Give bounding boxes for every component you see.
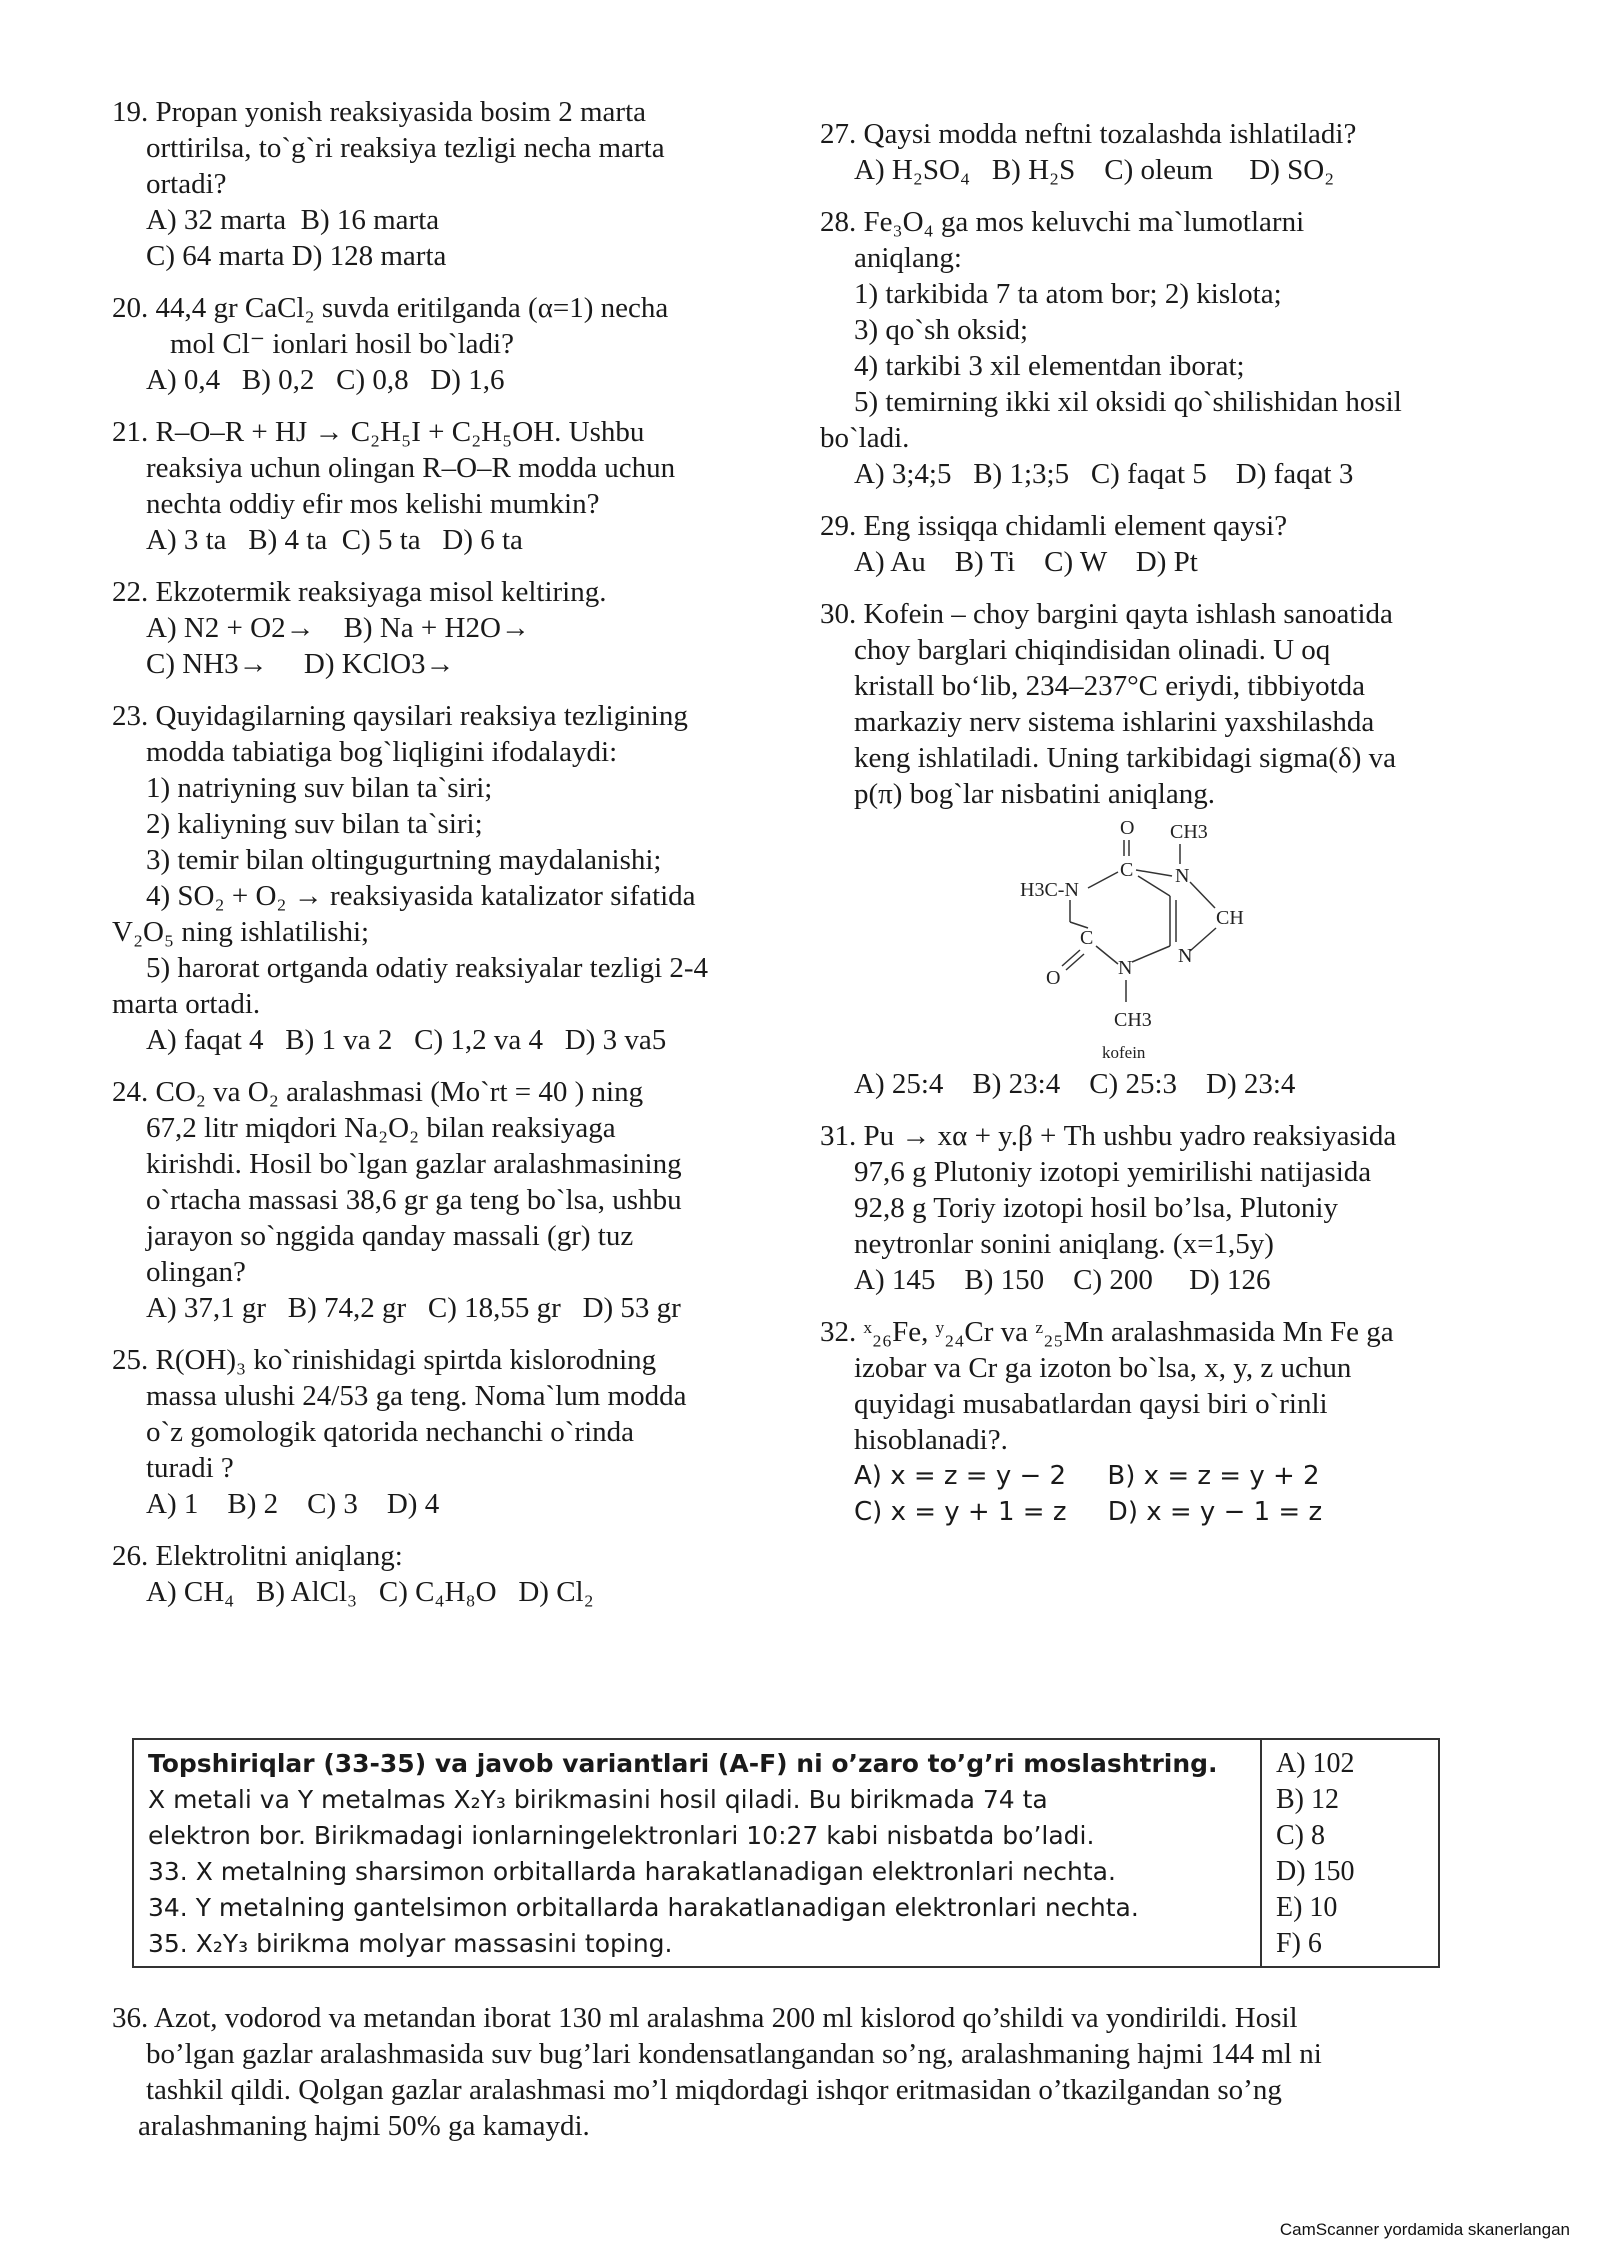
question-text: 21. R–O–R + HJ → C₂H₅I + C₂H₅OH. Ushbu	[112, 416, 645, 448]
question-text: reaksiya uchun olingan R–O–R modda uchun	[146, 452, 676, 484]
question-text: izobar va Cr ga izoton bo`lsa, x, y, z uchun	[854, 1352, 1352, 1384]
question-32	[820, 1314, 1480, 1530]
struct-label-c: C	[1080, 927, 1094, 949]
question-text: 92,8 g Toriy izotopi hosil bo’lsa, Plutoniy	[854, 1192, 1338, 1224]
matching-text: elektron bor. Birikmadagi ionlarningelektronlari 10:27 kabi nisbatda bo’ladi.	[148, 1821, 1095, 1850]
struct-label-ch3-bottom: CH3	[1114, 1009, 1152, 1031]
question-text: bo’lgan gazlar aralashmasida suv bug’lari kondensatlangandan so’ng, aralashmaning hajmi 144 ml ni	[146, 2038, 1322, 2070]
question-19	[112, 94, 772, 274]
struct-label-ch: CH	[1216, 907, 1244, 929]
question-23	[112, 698, 772, 1058]
option-d: D) 150	[1276, 1856, 1355, 1887]
question-text: o`z gomologik qatorida nechanchi o`rinda	[146, 1416, 635, 1448]
answer-options: A) CH₄ B) AlCl₃ C) C₄H₈O D) Cl₂	[146, 1576, 594, 1608]
question-text: jarayon so`nggida qanday massali (gr) tuz	[146, 1220, 634, 1252]
struct-bond	[1062, 950, 1080, 966]
option-item: V₂O₅ ning ishlatilishi;	[112, 916, 370, 948]
answer-options: C) NH3→ D) KClO3→	[146, 648, 455, 680]
question-text: kirishdi. Hosil bo`lgan gazlar aralashmasining	[146, 1148, 682, 1180]
struct-bond	[1138, 876, 1170, 896]
scanner-footer: CamScanner yordamida skanerlangan	[1279, 2220, 1570, 2239]
answer-options: A) 0,4 B) 0,2 C) 0,8 D) 1,6	[146, 364, 505, 396]
matching-text: X metali va Y metalmas X₂Y₃ birikmasini hosil qiladi. Bu birikmada 74 ta	[148, 1785, 1048, 1814]
question-text: quyidagi musabatlardan qaysi biri o`rinli	[854, 1388, 1328, 1420]
option-a: A) 102	[1276, 1748, 1355, 1779]
question-28	[820, 204, 1480, 492]
right-column	[820, 116, 1480, 1546]
left-column	[112, 94, 772, 1626]
question-text: ortadi?	[146, 168, 227, 200]
option-c: C) 8	[1276, 1820, 1325, 1851]
question-text: 22. Ekzotermik reaksiyaga misol keltiring.	[112, 576, 607, 608]
question-text: p(π) bog`lar nisbatini aniqlang.	[854, 778, 1215, 810]
struct-bond	[1066, 954, 1084, 970]
option-item: 4) tarkibi 3 xil elementdan iborat;	[854, 350, 1245, 382]
question-text: aniqlang:	[854, 242, 962, 274]
matching-task-34: 34. Y metalning gantelsimon orbitallarda harakatlanadigan elektronlari nechta.	[148, 1893, 1139, 1922]
struct-label-n: N	[1175, 865, 1190, 887]
question-21	[112, 414, 772, 558]
question-text: kristall bo‘lib, 234–237°C eriydi, tibbiyotda	[854, 670, 1365, 702]
question-22	[112, 574, 772, 682]
question-text: 29. Eng issiqqa chidamli element qaysi?	[820, 510, 1288, 542]
question-text: nechta oddiy efir mos kelishi mumkin?	[146, 488, 600, 520]
matching-header: Topshiriqlar (33-35) va javob variantlari (A-F) ni o’zaro to’g’ri moslashtring.	[148, 1749, 1218, 1778]
struct-caption: kofein	[1102, 1043, 1146, 1062]
question-20	[112, 290, 772, 398]
question-text: hisoblanadi?.	[854, 1424, 1008, 1456]
struct-bond	[1088, 872, 1118, 888]
matching-task-33: 33. X metalning sharsimon orbitallarda harakatlanadigan elektronlari nechta.	[148, 1857, 1116, 1886]
question-text: aralashmaning hajmi 50% ga kamaydi.	[138, 2110, 590, 2142]
answer-options: A) Au B) Ti C) W D) Pt	[854, 546, 1198, 578]
question-text: 30. Kofein – choy bargini qayta ishlash sanoatida	[820, 598, 1393, 630]
matching-table	[132, 1738, 1440, 1968]
question-30	[820, 596, 1480, 1102]
option-item: 5) harorat ortganda odatiy reaksiyalar tezligi 2-4	[146, 952, 709, 984]
question-text: 28. Fe₃O₄ ga mos keluvchi ma`lumotlarni	[820, 206, 1305, 238]
question-text: modda tabiatiga bog`liqligini ifodalaydi:	[146, 736, 618, 768]
struct-bond	[1096, 946, 1118, 964]
answer-options: C) x = y + 1 = z D) x = y − 1 = z	[854, 1497, 1323, 1527]
option-item: 4) SO₂ + O₂ → reaksiyasida katalizator sifatida	[146, 880, 696, 912]
question-text: choy barglari chiqindisidan olinadi. U oq	[854, 634, 1331, 666]
answer-options: A) 37,1 gr B) 74,2 gr C) 18,55 gr D) 53 gr	[146, 1292, 681, 1324]
question-29	[820, 508, 1480, 580]
question-text: 31. Pu → xα + y.β + Th ushbu yadro reaksiyasida	[820, 1120, 1397, 1152]
question-text: 25. R(OH)₃ ko`rinishidagi spirtda kislorodning	[112, 1344, 657, 1376]
answer-options: A) 32 marta B) 16 marta	[146, 204, 440, 236]
option-item: 3) qo`sh oksid;	[854, 314, 1028, 346]
question-27	[820, 116, 1480, 188]
caffeine-structure	[1020, 816, 1280, 1066]
struct-label-ch3-top: CH3	[1170, 821, 1208, 843]
answer-options: A) H₂SO₄ B) H₂S C) oleum D) SO₂	[854, 154, 1335, 186]
struct-bond	[1070, 922, 1088, 928]
struct-label-o-top: O	[1120, 817, 1135, 839]
question-text: 67,2 litr miqdori Na₂O₂ bilan reaksiyaga	[146, 1112, 616, 1144]
question-text: olingan?	[146, 1256, 246, 1288]
question-text: 32. ˣ₂₆Fe, ʸ₂₄Cr va ᶻ₂₅Mn aralashmasida Mn Fe ga	[820, 1316, 1394, 1348]
question-text: 19. Propan yonish reaksiyasida bosim 2 marta	[112, 96, 646, 128]
question-text: 97,6 g Plutoniy izotopi yemirilishi natijasida	[854, 1156, 1372, 1188]
answer-options: A) faqat 4 B) 1 va 2 C) 1,2 va 4 D) 3 va5	[146, 1024, 667, 1056]
answer-options: C) 64 marta D) 128 marta	[146, 240, 447, 272]
struct-bond	[1190, 882, 1215, 908]
question-text: 23. Quyidagilarning qaysilari reaksiya tezligining	[112, 700, 688, 732]
question-text: 24. CO₂ va O₂ aralashmasi (Mo`rt = 40 ) ning	[112, 1076, 644, 1108]
question-text: massa ulushi 24/53 ga teng. Noma`lum modda	[146, 1380, 687, 1412]
struct-bond	[1136, 870, 1172, 876]
answer-options: A) x = z = y − 2 B) x = z = y + 2	[854, 1461, 1320, 1491]
struct-label-o-bottom: O	[1046, 967, 1061, 989]
question-24	[112, 1074, 772, 1326]
question-text: 20. 44,4 gr CaCl₂ suvda eritilganda (α=1) necha	[112, 292, 669, 324]
option-b: B) 12	[1276, 1784, 1339, 1815]
question-text: tashkil qildi. Qolgan gazlar aralashmasi mo’l miqdordagi ishqor eritmasidan o’tkazilgandan so’ng	[146, 2074, 1282, 2106]
matching-tasks	[133, 1739, 1261, 1967]
question-25	[112, 1342, 772, 1522]
option-f: F) 6	[1276, 1928, 1322, 1959]
option-item: 3) temir bilan oltingugurtning maydalanishi;	[146, 844, 662, 876]
question-text: mol Cl⁻ ionlari hosil bo`ladi?	[170, 328, 514, 360]
option-item: 5) temirning ikki xil oksidi qo`shilishidan hosil	[854, 386, 1402, 418]
question-31	[820, 1118, 1480, 1298]
question-26	[112, 1538, 772, 1610]
question-text: 27. Qaysi modda neftni tozalashda ishlatiladi?	[820, 118, 1357, 150]
answer-options: A) 3;4;5 B) 1;3;5 C) faqat 5 D) faqat 3	[854, 458, 1354, 490]
answer-options: A) 25:4 B) 23:4 C) 25:3 D) 23:4	[854, 1068, 1296, 1100]
question-text: markaziy nerv sistema ishlarini yaxshilashda	[854, 706, 1375, 738]
answer-options: A) N2 + O2→ B) Na + H2O→	[146, 612, 530, 644]
struct-bond	[1190, 928, 1216, 951]
option-item: marta ortadi.	[112, 988, 261, 1020]
matching-options	[1261, 1739, 1439, 1967]
option-item: 1) natriyning suv bilan ta`siri;	[146, 772, 493, 804]
matching-task-35: 35. X₂Y₃ birikma molyar massasini toping.	[148, 1929, 673, 1958]
question-text: keng ishlatiladi. Uning tarkibidagi sigma(δ) va	[854, 742, 1396, 774]
question-text: turadi ?	[146, 1452, 234, 1484]
option-item: 2) kaliyning suv bilan ta`siri;	[146, 808, 483, 840]
question-text: o`rtacha massasi 38,6 gr ga teng bo`lsa, ushbu	[146, 1184, 682, 1216]
question-36	[112, 2000, 1472, 2144]
option-e: E) 10	[1276, 1892, 1338, 1923]
struct-label-h3cn: H3C-N	[1020, 879, 1079, 901]
option-item: bo`ladi.	[820, 422, 910, 454]
option-item: 1) tarkibida 7 ta atom bor; 2) kislota;	[854, 278, 1282, 310]
question-text: 26. Elektrolitni aniqlang:	[112, 1540, 403, 1572]
question-text: orttirilsa, to`g`ri reaksiya tezligi necha marta	[146, 132, 665, 164]
answer-options: A) 3 ta B) 4 ta C) 5 ta D) 6 ta	[146, 524, 523, 556]
struct-label-n: N	[1178, 945, 1193, 967]
question-text: 36. Azot, vodorod va metandan iborat 130 ml aralashma 200 ml kislorod qo’shildi va yondirildi. Hosil	[112, 2002, 1298, 2034]
answer-options: A) 145 B) 150 C) 200 D) 126	[854, 1264, 1271, 1296]
struct-label-c: C	[1120, 859, 1134, 881]
question-text: neytronlar sonini aniqlang. (x=1,5y)	[854, 1228, 1274, 1260]
struct-label-n: N	[1118, 957, 1133, 979]
answer-options: A) 1 B) 2 C) 3 D) 4	[146, 1488, 440, 1520]
struct-bond	[1132, 946, 1170, 962]
